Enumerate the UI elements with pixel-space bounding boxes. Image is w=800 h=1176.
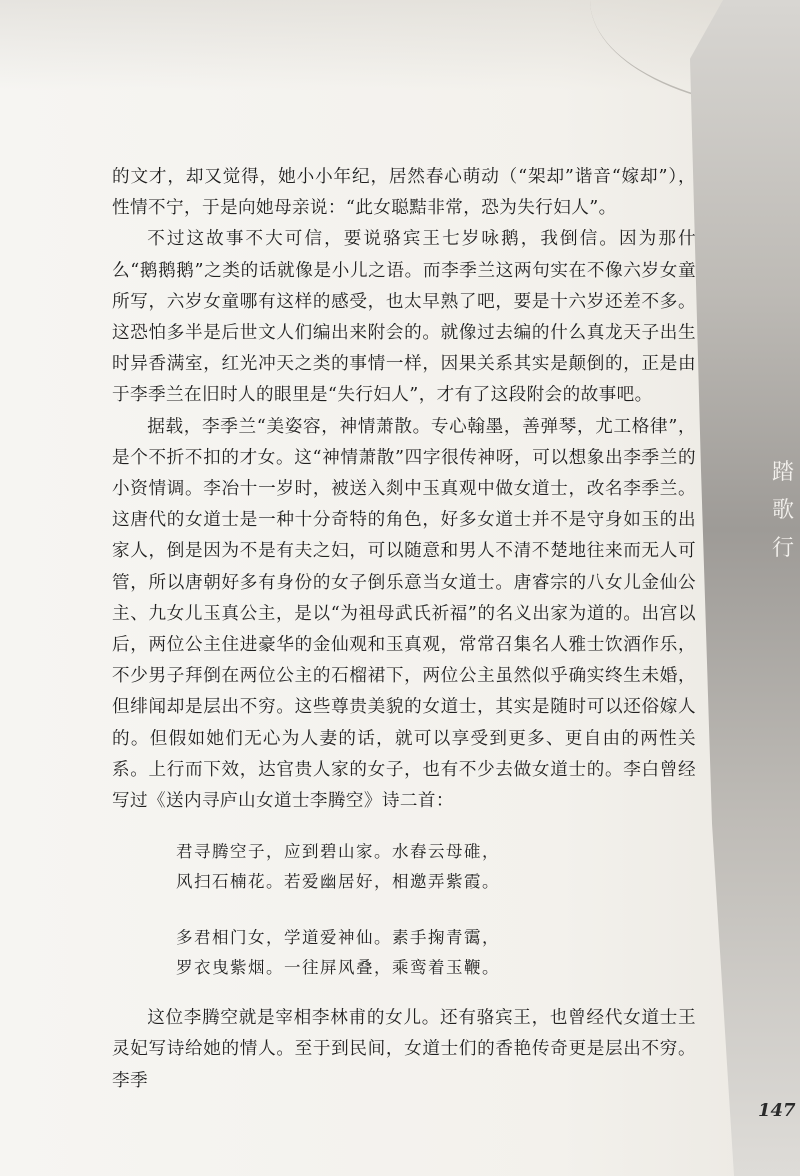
side-char: 踏 <box>772 460 795 485</box>
poem <box>176 837 696 983</box>
poem-stanza <box>176 923 696 983</box>
paragraph: 的文才，却又觉得，她小小年纪，居然春心萌动（“架却”谐音“嫁却”），性情不宁，于是向她母亲说：“此女聪黠非常，恐为失行妇人”。 <box>112 167 696 219</box>
poem-line: 风扫石楠花。若爱幽居好，相邀弄紫霞。 <box>176 872 500 892</box>
poem-line: 君寻腾空子，应到碧山家。水舂云母碓， <box>176 842 500 862</box>
paragraph: 这位李腾空就是宰相李林甫的女儿。还有骆宾王，也曾经代女道士王灵妃写诗给她的情人。至于到民间，女道士们的香艳传奇更是层出不穷。李季 <box>112 1008 696 1091</box>
side-char: 行 <box>772 536 795 561</box>
poem-line: 多君相门女，学道爱神仙。素手掬青霭， <box>176 928 500 948</box>
body-text <box>112 162 696 1097</box>
paragraph: 据载，李季兰“美姿容，神情萧散。专心翰墨，善弹琴，尤工格律”，是个不折不扣的才女。这“神情萧散”四字很传神呀，可以想象出李季兰的小资情调。李冶十一岁时，被送入剡中玉真观中做女道士，改名李季兰。这唐代的女道士是一种十分奇特的角色，好多女道士并不是守身如玉的出家人，倒是因为不是有夫之妇，可以随意和男人不清不楚地往来而无人可管，所以唐朝好多有身份的女子倒乐意当女道士。唐睿宗的八女儿金仙公主、九女儿玉真公主，是以“为祖母武氏祈福”的名义出家为道的。出宫以后，两位公主住进豪华的金仙观和玉真观，常常召集名人雅士饮酒作乐，不少男子拜倒在两位公主的石榴裙下，两位公主虽然似乎确实终生未婚，但绯闻却是层出不穷。这些尊贵美貌的女道士，其实是随时可以还俗嫁人的。但假如她们无心为人妻的话，就可以享受到更多、更自由的两性关系。上行而下效，达官贵人家的女子，也有不少去做女道士的。李白曾经写过《送内寻庐山女道士李腾空》诗二首： <box>112 416 696 812</box>
page-number: 147 <box>758 1100 796 1121</box>
poem-stanza <box>176 837 696 897</box>
poem-line: 罗衣曳紫烟。一往屏风叠，乘鸾着玉鞭。 <box>176 958 500 978</box>
side-char: 歌 <box>772 498 795 523</box>
side-title <box>772 462 800 560</box>
side-decoration-band <box>690 0 800 1176</box>
paragraph: 不过这故事不大可信，要说骆宾王七岁咏鹅，我倒信。因为那什么“鹅鹅鹅”之类的话就像是小儿之语。而李季兰这两句实在不像六岁女童所写，六岁女童哪有这样的感受，也太早熟了吧，要是十六岁还差不多。这恐怕多半是后世文人们编出来附会的。就像过去编的什么真龙天子出生时异香满室，红光冲天之类的事情一样，因果关系其实是颠倒的，正是由于李季兰在旧时人的眼里是“失行妇人”，才有了这段附会的故事吧。 <box>112 229 696 406</box>
